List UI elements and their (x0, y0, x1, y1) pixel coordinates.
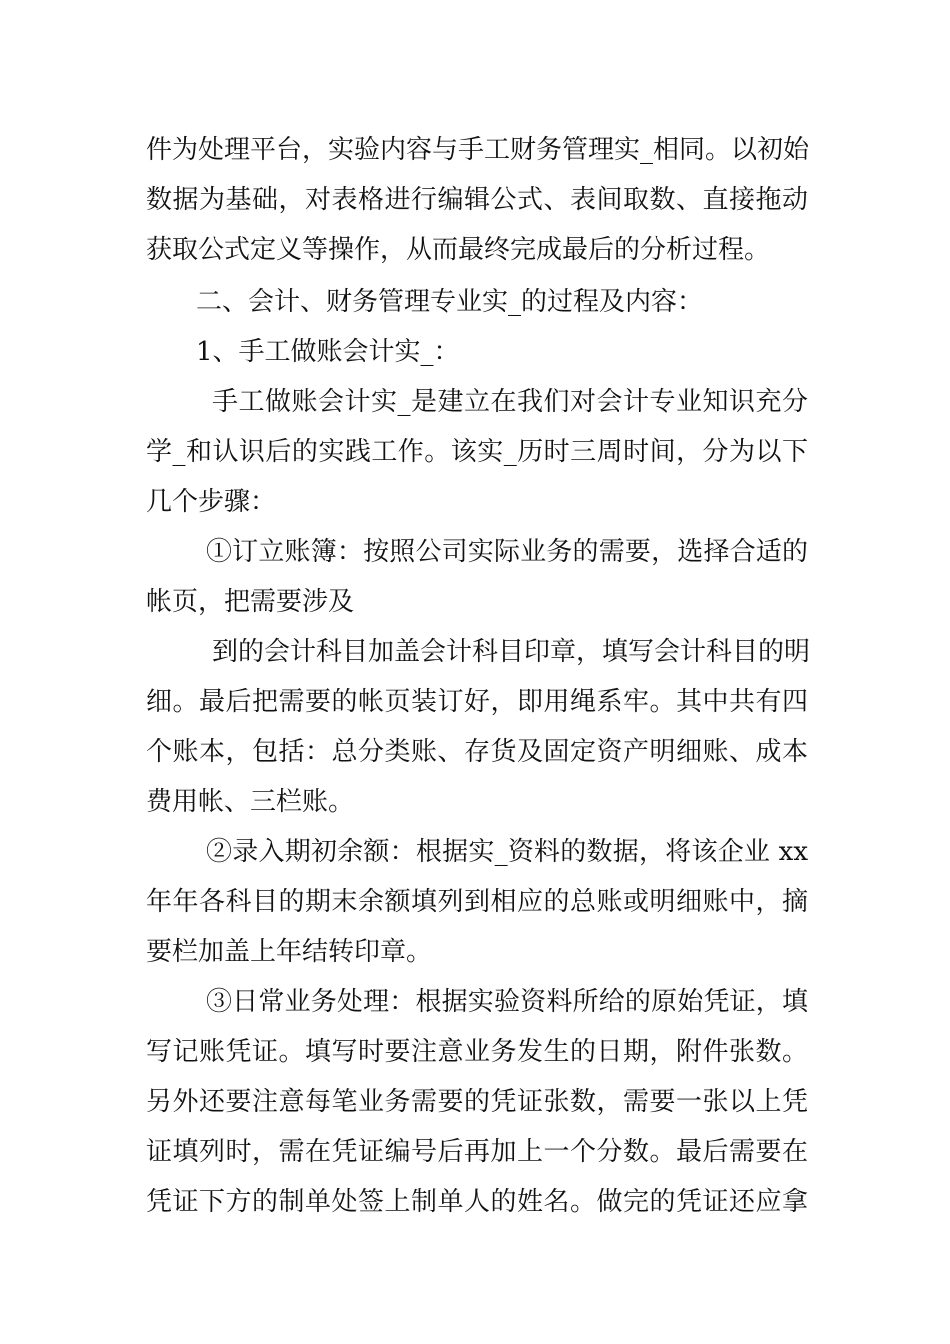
paragraph-line: 到的会计科目加盖会计科目印章，填写会计科目的明 (212, 637, 811, 667)
paragraph-line: 几个步骤： (146, 487, 277, 517)
list-item-line: 凭证下方的制单处签上制单人的姓名。做完的凭证还应拿 (146, 1187, 808, 1217)
list-item-line: ②录入期初余额：根据实_资料的数据，将该企业 xx (206, 837, 808, 867)
list-item-line: 另外还要注意每笔业务需要的凭证张数，需要一张以上凭 (146, 1087, 808, 1117)
list-item-line: 帐页，把需要涉及 (146, 587, 355, 617)
section-heading: 二、会计、财务管理专业实_的过程及内容： (196, 287, 704, 317)
list-item-line: ③日常业务处理：根据实验资料所给的原始凭证，填 (206, 987, 808, 1017)
list-item-line: 写记账凭证。填写时要注意业务发生的日期，附件张数。 (146, 1037, 808, 1067)
paragraph-line: 件为处理平台，实验内容与手工财务管理实_相同。以初始 (146, 135, 810, 165)
paragraph-line: 细。最后把需要的帐页装订好，即用绳系牢。其中共有四 (146, 687, 808, 717)
paragraph-line: 学_和认识后的实践工作。该实_历时三周时间，分为以下 (146, 437, 808, 467)
paragraph-line: 个账本，包括：总分类账、存货及固定资产明细账、成本 (146, 737, 808, 767)
subsection-heading: 1、手工做账会计实_： (196, 337, 460, 367)
paragraph-line: 数据为基础，对表格进行编辑公式、表间取数、直接拖动 (146, 185, 808, 215)
list-item-line: 年年各科目的期末余额填列到相应的总账或明细账中，摘 (146, 887, 808, 917)
list-item-line: 要栏加盖上年结转印章。 (146, 937, 433, 967)
list-item-line: 证填列时，需在凭证编号后再加上一个分数。最后需要在 (146, 1137, 808, 1167)
paragraph-line: 获取公式定义等操作，从而最终完成最后的分析过程。 (146, 235, 771, 265)
paragraph-line: 手工做账会计实_是建立在我们对会计专业知识充分 (212, 387, 808, 417)
paragraph-line: 费用帐、三栏账。 (146, 787, 355, 817)
list-item-line: ①订立账簿：按照公司实际业务的需要，选择合适的 (206, 537, 808, 567)
